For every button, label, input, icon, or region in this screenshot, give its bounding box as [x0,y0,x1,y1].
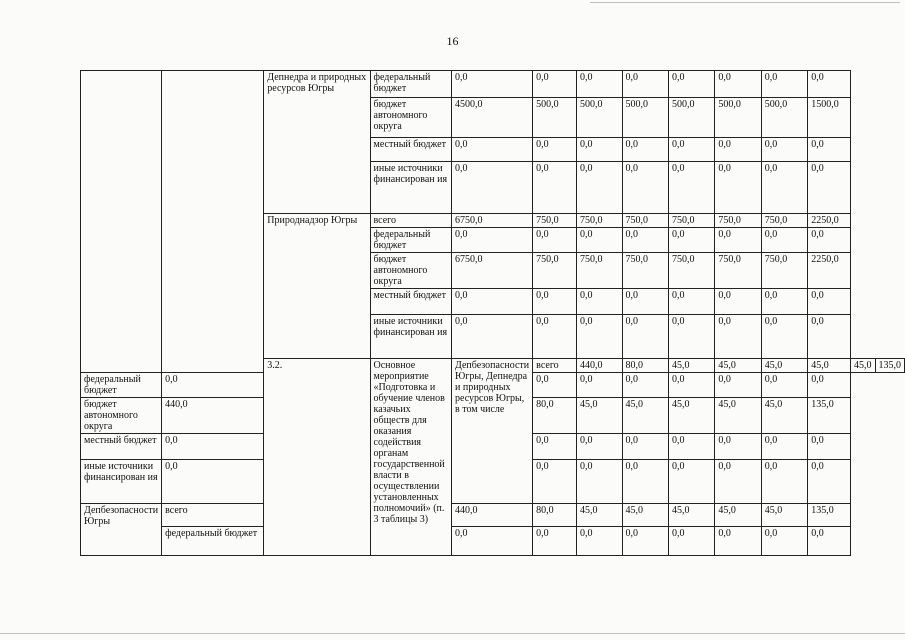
value-cell: 750,0 [576,253,622,289]
value-cell: 0,0 [452,228,533,253]
value-cell: 0,0 [576,315,622,359]
value-cell: 0,0 [533,71,577,98]
value-cell: 750,0 [668,253,714,289]
value-cell: 6750,0 [452,214,533,228]
value-cell: 45,0 [761,504,807,527]
value-cell: 0,0 [808,373,851,398]
source-cell: федеральный бюджет [162,527,264,556]
budget-table [80,70,905,556]
value-cell: 2250,0 [808,214,851,228]
value-cell: 0,0 [668,71,714,98]
value-cell: 45,0 [715,359,761,373]
value-cell: 750,0 [533,214,577,228]
value-cell: 0,0 [162,460,264,504]
scan-artifact-bottom [0,633,905,634]
value-cell: 0,0 [622,315,668,359]
value-cell: 0,0 [452,289,533,315]
value-cell: 0,0 [761,228,807,253]
value-cell: 0,0 [668,138,714,162]
value-cell: 45,0 [668,359,714,373]
value-cell: 0,0 [808,138,851,162]
table-row [81,71,905,98]
value-cell: 0,0 [715,527,761,556]
value-cell: 0,0 [808,289,851,315]
value-cell: 45,0 [622,504,668,527]
value-cell: 135,0 [808,504,851,527]
value-cell: 0,0 [715,289,761,315]
value-cell: 135,0 [875,359,905,373]
value-cell: 0,0 [576,434,622,460]
value-cell: 0,0 [668,460,714,504]
value-cell: 750,0 [715,253,761,289]
activity-cell [162,71,264,373]
value-cell: 0,0 [622,138,668,162]
value-cell: 750,0 [668,214,714,228]
value-cell: 500,0 [715,98,761,138]
value-cell: 750,0 [533,253,577,289]
value-cell: 135,0 [808,398,851,434]
value-cell: 45,0 [851,359,876,373]
value-cell: 80,0 [622,359,668,373]
value-cell: 0,0 [761,138,807,162]
value-cell: 45,0 [761,398,807,434]
value-cell: 0,0 [808,162,851,214]
executor-cell: Депнедра и природных ресурсов Югры [264,71,370,214]
value-cell: 0,0 [622,228,668,253]
value-cell: 0,0 [576,71,622,98]
source-cell: местный бюджет [370,138,452,162]
value-cell: 0,0 [576,162,622,214]
source-cell: иные источники финансирован ия [370,315,452,359]
value-cell: 0,0 [761,71,807,98]
value-cell: 750,0 [576,214,622,228]
value-cell: 0,0 [668,315,714,359]
value-cell: 440,0 [452,504,533,527]
value-cell: 0,0 [715,373,761,398]
value-cell: 45,0 [576,398,622,434]
value-cell: 0,0 [576,527,622,556]
value-cell: 0,0 [715,228,761,253]
source-cell: местный бюджет [81,434,162,460]
value-cell: 0,0 [715,460,761,504]
value-cell: 500,0 [668,98,714,138]
value-cell: 0,0 [576,138,622,162]
value-cell: 0,0 [452,162,533,214]
value-cell: 0,0 [761,162,807,214]
value-cell: 45,0 [715,398,761,434]
value-cell: 0,0 [533,373,577,398]
page-number: 16 [446,34,459,48]
value-cell: 0,0 [452,71,533,98]
value-cell: 500,0 [533,98,577,138]
value-cell: 750,0 [761,253,807,289]
value-cell: 0,0 [622,162,668,214]
value-cell: 0,0 [622,373,668,398]
value-cell: 0,0 [761,373,807,398]
source-cell: иные источники финансирован ия [81,460,162,504]
value-cell: 500,0 [576,98,622,138]
value-cell: 0,0 [761,289,807,315]
value-cell: 750,0 [622,253,668,289]
value-cell: 0,0 [533,289,577,315]
value-cell: 0,0 [808,434,851,460]
value-cell: 0,0 [808,228,851,253]
value-cell: 0,0 [761,527,807,556]
value-cell: 500,0 [761,98,807,138]
value-cell: 0,0 [622,71,668,98]
value-cell: 0,0 [808,460,851,504]
value-cell: 0,0 [533,527,577,556]
value-cell: 0,0 [576,228,622,253]
value-cell: 0,0 [622,527,668,556]
source-cell: местный бюджет [370,289,452,315]
value-cell: 45,0 [668,504,714,527]
value-cell: 500,0 [622,98,668,138]
value-cell: 0,0 [162,434,264,460]
value-cell: 45,0 [622,398,668,434]
value-cell: 440,0 [162,398,264,434]
source-cell: федеральный бюджет [370,228,452,253]
value-cell: 0,0 [715,162,761,214]
value-cell: 0,0 [715,138,761,162]
value-cell: 0,0 [576,373,622,398]
value-cell: 0,0 [715,315,761,359]
value-cell: 0,0 [668,289,714,315]
value-cell: 750,0 [715,214,761,228]
value-cell: 0,0 [761,315,807,359]
value-cell: 45,0 [761,359,807,373]
value-cell: 1500,0 [808,98,851,138]
value-cell: 45,0 [668,398,714,434]
value-cell: 750,0 [622,214,668,228]
value-cell: 0,0 [668,373,714,398]
value-cell: 0,0 [715,434,761,460]
source-cell: всего [533,359,577,373]
table-row [81,527,905,556]
value-cell: 2250,0 [808,253,851,289]
source-cell: всего [370,214,452,228]
value-cell: 0,0 [715,71,761,98]
value-cell: 0,0 [452,527,533,556]
source-cell: бюджет автономного округа [370,253,452,289]
value-cell: 0,0 [808,315,851,359]
source-cell: федеральный бюджет [81,373,162,398]
value-cell: 0,0 [668,162,714,214]
value-cell: 0,0 [452,138,533,162]
value-cell: 0,0 [533,162,577,214]
scan-artifact-top [590,2,900,3]
value-cell: 0,0 [668,228,714,253]
value-cell: 0,0 [808,71,851,98]
source-cell: бюджет автономного округа [370,98,452,138]
executor-cell: Депбезопасности Югры, Депнедра и природных ресурсов Югры, в том числе [452,359,533,504]
source-cell: бюджет автономного округа [81,398,162,434]
value-cell: 440,0 [576,359,622,373]
value-cell: 0,0 [668,527,714,556]
value-cell: 0,0 [622,460,668,504]
executor-cell: Природнадзор Югры [264,214,370,359]
value-cell: 0,0 [533,434,577,460]
value-cell: 45,0 [715,504,761,527]
value-cell: 0,0 [576,289,622,315]
source-cell: иные источники финансирован ия [370,162,452,214]
executor-cell: Депбезопасности Югры [81,504,162,556]
value-cell: 45,0 [808,359,851,373]
number-cell: 3.2. [264,359,370,556]
value-cell: 0,0 [533,228,577,253]
value-cell: 0,0 [761,460,807,504]
value-cell: 0,0 [533,315,577,359]
value-cell: 0,0 [622,289,668,315]
value-cell: 0,0 [808,527,851,556]
number-cell [81,71,162,373]
activity-cell: Основное мероприятие «Подготовка и обучение членов казачьих обществ для оказания содействия органам государственной власти в осуществлении установленных полномочий» (п. 3 таблицы 3) [370,359,452,556]
table-row [81,504,905,527]
value-cell: 0,0 [761,434,807,460]
value-cell: 6750,0 [452,253,533,289]
value-cell: 0,0 [533,138,577,162]
value-cell: 0,0 [622,434,668,460]
value-cell: 45,0 [576,504,622,527]
value-cell: 0,0 [668,434,714,460]
value-cell: 0,0 [452,315,533,359]
value-cell: 4500,0 [452,98,533,138]
value-cell: 0,0 [576,460,622,504]
value-cell: 0,0 [533,460,577,504]
value-cell: 0,0 [162,373,264,398]
source-cell: федеральный бюджет [370,71,452,98]
value-cell: 750,0 [761,214,807,228]
value-cell: 80,0 [533,504,577,527]
source-cell: всего [162,504,264,527]
value-cell: 80,0 [533,398,577,434]
